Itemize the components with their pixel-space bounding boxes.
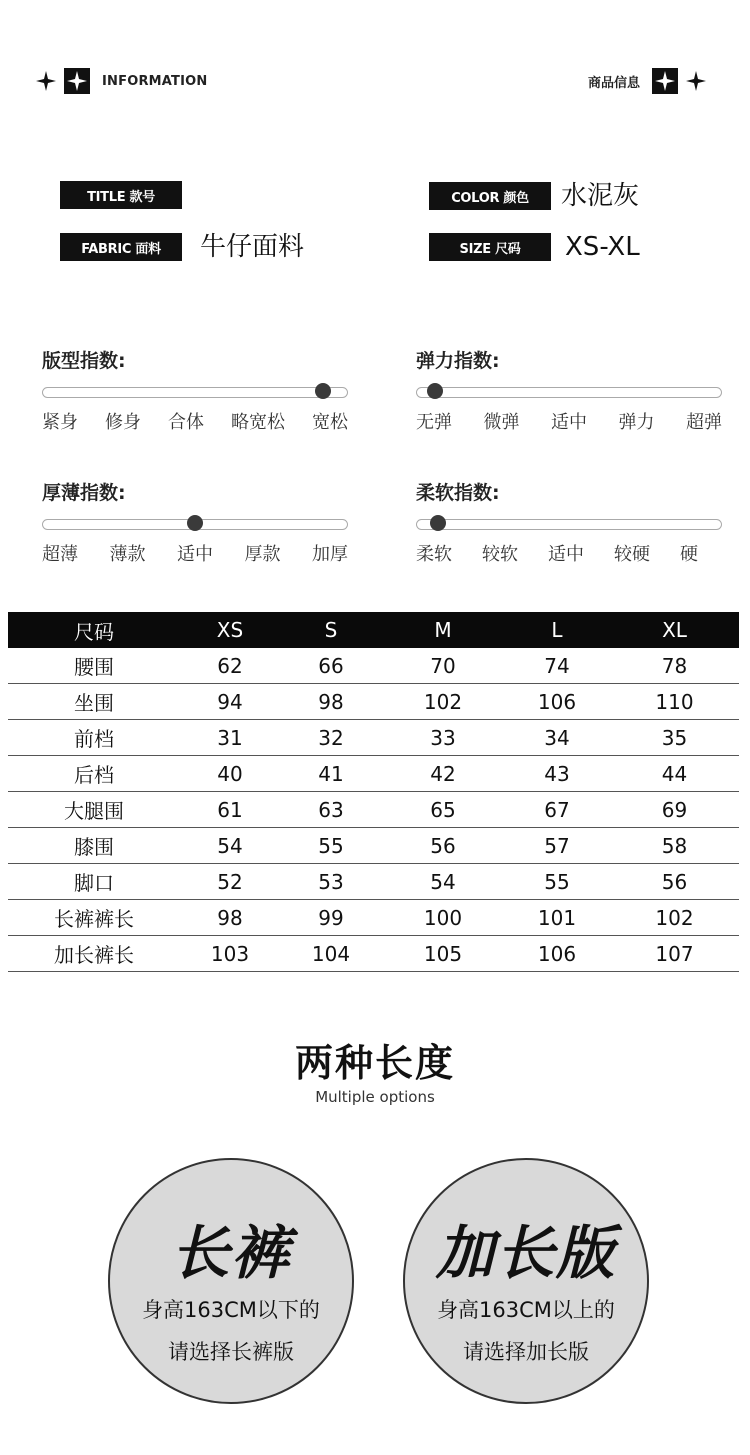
index-label: 硬 xyxy=(680,544,698,565)
table-cell: 膝围 xyxy=(8,828,180,864)
attr-fabric-value: 牛仔面料 xyxy=(200,232,305,262)
index-label: 薄款 xyxy=(109,544,146,565)
index-track xyxy=(42,519,348,530)
table-cell: 55 xyxy=(504,864,610,900)
table-row xyxy=(8,900,739,936)
table-cell: 100 xyxy=(382,900,504,936)
table-cell: 41 xyxy=(280,756,382,792)
table-cell: 106 xyxy=(504,936,610,972)
table-cell: 33 xyxy=(382,720,504,756)
index-title: 厚薄指数: xyxy=(42,482,126,504)
index-label: 超弹 xyxy=(686,412,722,433)
table-header: XL xyxy=(610,612,739,648)
index-label: 无弹 xyxy=(416,412,452,433)
attr-color-value: 水泥灰 xyxy=(561,181,640,211)
table-cell: 54 xyxy=(180,828,280,864)
index-track xyxy=(416,387,722,398)
sparkle-box-icon xyxy=(64,68,90,94)
table-cell: 62 xyxy=(180,648,280,684)
index-label: 弹力 xyxy=(618,412,655,433)
sparkle-icon xyxy=(36,71,56,91)
index-title: 柔软指数: xyxy=(416,482,500,504)
table-cell: 105 xyxy=(382,936,504,972)
index-labels xyxy=(416,408,722,434)
index-title: 版型指数: xyxy=(42,350,126,372)
table-cell: 大腿围 xyxy=(8,792,180,828)
index-knob xyxy=(315,383,331,399)
index-label: 略宽松 xyxy=(231,412,285,433)
table-cell: 63 xyxy=(280,792,382,828)
header-product-info xyxy=(588,68,706,94)
index-labels xyxy=(42,540,348,566)
option-name: 加长版 xyxy=(435,1219,616,1287)
attr-fabric xyxy=(60,232,304,262)
option-regular xyxy=(108,1158,354,1404)
option-line1: 身高163CM以上的 xyxy=(437,1298,615,1322)
table-cell: 98 xyxy=(180,900,280,936)
table-cell: 104 xyxy=(280,936,382,972)
index-knob xyxy=(427,383,443,399)
table-cell: 53 xyxy=(280,864,382,900)
option-extended xyxy=(403,1158,649,1404)
lengths-subtitle: Multiple options xyxy=(315,1088,435,1106)
table-cell: 56 xyxy=(610,864,739,900)
table-cell: 31 xyxy=(180,720,280,756)
table-cell: 44 xyxy=(610,756,739,792)
table-row xyxy=(8,936,739,972)
option-name: 长裤 xyxy=(170,1219,291,1287)
header-left-label: INFORMATION xyxy=(102,73,208,89)
attr-title xyxy=(60,181,200,209)
table-cell: 前档 xyxy=(8,720,180,756)
table-cell: 101 xyxy=(504,900,610,936)
table-row xyxy=(8,684,739,720)
table-cell: 42 xyxy=(382,756,504,792)
table-cell: 坐围 xyxy=(8,684,180,720)
table-cell: 94 xyxy=(180,684,280,720)
header-right-label: 商品信息 xyxy=(587,75,640,91)
index-label: 微弹 xyxy=(483,412,520,433)
index-label: 较软 xyxy=(482,544,518,565)
table-cell: 55 xyxy=(280,828,382,864)
table-cell: 69 xyxy=(610,792,739,828)
table-cell: 34 xyxy=(504,720,610,756)
attr-size xyxy=(429,232,640,262)
table-cell: 65 xyxy=(382,792,504,828)
lengths-title: 两种长度 xyxy=(294,1041,455,1085)
header-information xyxy=(36,68,207,94)
index-label: 柔软 xyxy=(416,544,452,565)
index-label: 合体 xyxy=(168,412,204,433)
table-cell: 70 xyxy=(382,648,504,684)
index-title: 弹力指数: xyxy=(416,350,500,372)
table-cell: 107 xyxy=(610,936,739,972)
table-row xyxy=(8,648,739,684)
table-cell: 54 xyxy=(382,864,504,900)
sparkle-box-icon xyxy=(652,68,678,94)
table-cell: 78 xyxy=(610,648,739,684)
table-cell: 43 xyxy=(504,756,610,792)
table-header: L xyxy=(504,612,610,648)
index-knob xyxy=(430,515,446,531)
table-cell: 40 xyxy=(180,756,280,792)
table-cell: 腰围 xyxy=(8,648,180,684)
index-label: 修身 xyxy=(105,412,141,433)
table-row xyxy=(8,864,739,900)
index-label: 适中 xyxy=(548,544,584,565)
index-fit xyxy=(42,346,348,434)
table-header-row xyxy=(8,612,739,648)
option-line2: 请选择长裤版 xyxy=(168,1340,294,1364)
table-header: S xyxy=(280,612,382,648)
table-cell: 57 xyxy=(504,828,610,864)
option-line1: 身高163CM以下的 xyxy=(142,1298,320,1322)
index-knob xyxy=(187,515,203,531)
index-thickness xyxy=(42,478,348,566)
table-cell: 后档 xyxy=(8,756,180,792)
index-label: 厚款 xyxy=(244,544,281,565)
index-label: 较硬 xyxy=(614,544,650,565)
table-cell: 32 xyxy=(280,720,382,756)
index-stretch xyxy=(416,346,722,434)
index-label: 适中 xyxy=(177,544,213,565)
size-table xyxy=(8,612,739,972)
index-label: 紧身 xyxy=(42,412,78,433)
table-header: M xyxy=(382,612,504,648)
table-cell: 110 xyxy=(610,684,739,720)
index-label: 宽松 xyxy=(312,412,348,433)
attr-size-tag: SIZE 尺码 xyxy=(429,233,551,261)
attr-title-tag: TITLE 款号 xyxy=(60,181,182,209)
option-line2: 请选择加长版 xyxy=(463,1340,589,1364)
table-cell: 103 xyxy=(180,936,280,972)
attr-fabric-tag: FABRIC 面料 xyxy=(60,233,182,261)
table-cell: 98 xyxy=(280,684,382,720)
table-cell: 99 xyxy=(280,900,382,936)
index-labels xyxy=(416,540,722,566)
table-header: XS xyxy=(180,612,280,648)
table-cell: 74 xyxy=(504,648,610,684)
index-label: 适中 xyxy=(551,412,587,433)
index-label: 加厚 xyxy=(312,544,348,565)
table-cell: 56 xyxy=(382,828,504,864)
table-row xyxy=(8,720,739,756)
table-cell: 长裤裤长 xyxy=(8,900,180,936)
sparkle-icon xyxy=(686,71,706,91)
table-cell: 58 xyxy=(610,828,739,864)
index-track xyxy=(42,387,348,398)
attr-color xyxy=(429,181,639,211)
table-header: 尺码 xyxy=(8,612,180,648)
table-row xyxy=(8,756,739,792)
attr-size-value: XS-XL xyxy=(565,232,640,262)
attr-color-tag: COLOR 颜色 xyxy=(429,182,551,210)
table-cell: 66 xyxy=(280,648,382,684)
table-cell: 35 xyxy=(610,720,739,756)
table-cell: 加长裤长 xyxy=(8,936,180,972)
table-cell: 106 xyxy=(504,684,610,720)
table-cell: 脚口 xyxy=(8,864,180,900)
table-cell: 102 xyxy=(610,900,739,936)
table-cell: 67 xyxy=(504,792,610,828)
table-row xyxy=(8,792,739,828)
index-labels xyxy=(42,408,348,434)
table-cell: 102 xyxy=(382,684,504,720)
table-cell: 61 xyxy=(180,792,280,828)
table-cell: 52 xyxy=(180,864,280,900)
index-softness xyxy=(416,478,722,566)
index-label: 超薄 xyxy=(42,544,78,565)
index-track xyxy=(416,519,722,530)
table-row xyxy=(8,828,739,864)
